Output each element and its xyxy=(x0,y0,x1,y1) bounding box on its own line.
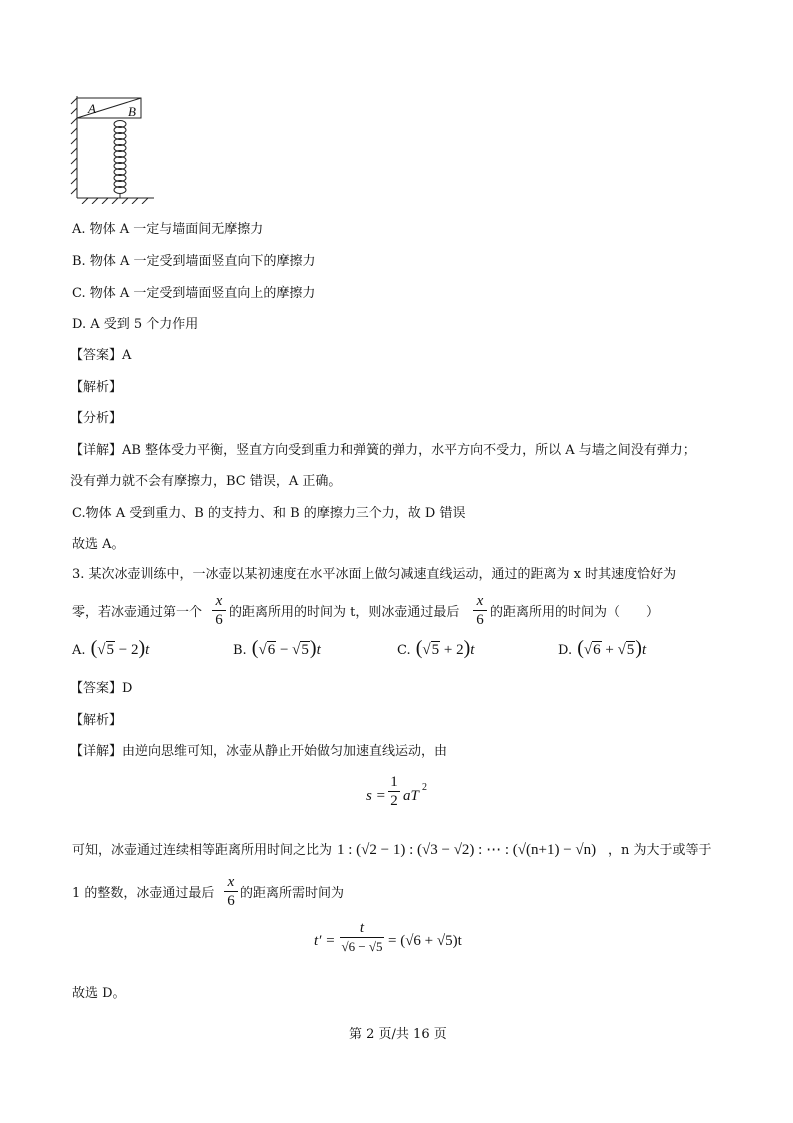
q3-conclusion: 故选 D。 xyxy=(72,986,126,1001)
q3-option-b: B. (√6 − √5)t xyxy=(233,637,321,659)
q2-option-d: D. A 受到 5 个力作用 xyxy=(72,317,199,332)
q2-option-a: A. 物体 A 一定与墙面间无摩擦力 xyxy=(72,222,264,237)
formula-time: t′ = t √6 − √5 = (√6 + √5)t xyxy=(314,920,462,954)
q3-line-2a: 1 的整数，冰壶通过最后 xyxy=(72,886,215,901)
q3-fraction-third: x 6 xyxy=(224,874,238,909)
q3-option-c: C. (√5 + 2)t xyxy=(397,637,475,659)
q3-stem-line-1: 3. 某次冰壶训练中，一冰壶以某初速度在水平冰面上做匀减速直线运动，通过的距离为 x 时其速度恰好为 xyxy=(72,567,677,582)
q3-fraction-last: x 6 xyxy=(473,593,487,628)
q2-detail-line-2: 没有弹力就不会有摩擦力，BC 错误，A 正确。 xyxy=(70,474,342,489)
q3-option-a: A. (√5 − 2)t xyxy=(72,637,150,659)
q3-answer: 【答案】D xyxy=(70,681,133,696)
page-footer: 第 2 页/共 16 页 xyxy=(349,1027,447,1042)
q3-ratio-text: 可知，冰壶通过连续相等距离所用时间之比为 xyxy=(72,843,333,858)
q3-stem-line-2c: 的距离所用的时间为（ ） xyxy=(490,605,660,620)
q3-jiexi: 【解析】 xyxy=(70,713,123,728)
q3-fraction-first: x 6 xyxy=(212,593,226,628)
label-b: B xyxy=(128,104,136,119)
q2-option-c: C. 物体 A 一定受到墙面竖直向上的摩擦力 xyxy=(72,286,316,301)
physics-figure xyxy=(68,94,158,204)
q3-ratio-math: 1 : (√2 − 1) : (√3 − √2) : ⋯ : (√(n+1) − √n) xyxy=(337,842,597,858)
q2-conclusion: 故选 A。 xyxy=(72,537,125,552)
label-a: A xyxy=(88,101,96,116)
q2-fenxi: 【分析】 xyxy=(70,411,123,426)
q2-jiexi: 【解析】 xyxy=(70,380,123,395)
q3-option-d: D. (√6 + √5)t xyxy=(558,637,647,659)
q2-detail-line-3: C.物体 A 受到重力、B 的支持力、和 B 的摩擦力三个力，故 D 错误 xyxy=(72,506,466,521)
q3-detail-line-1: 【详解】由逆向思维可知，冰壶从静止开始做匀加速直线运动，由 xyxy=(70,744,448,759)
q3-stem-line-2a: 零，若冰壶通过第一个 xyxy=(72,605,203,620)
q3-stem-line-2b: 的距离所用的时间为 t，则冰壶通过最后 xyxy=(229,605,460,620)
q2-detail-line-1: 【详解】AB 整体受力平衡，竖直方向受到重力和弹簧的弹力，水平方向不受力，所以 A 与墙之间没有弹力； xyxy=(70,443,696,458)
q2-option-b: B. 物体 A 一定受到墙面竖直向下的摩擦力 xyxy=(72,254,316,269)
q3-line-2b: 的距离所需时间为 xyxy=(240,886,345,901)
q3-ratio-tail: ，n 为大于或等于 xyxy=(608,843,712,858)
q2-answer: 【答案】A xyxy=(70,348,132,363)
